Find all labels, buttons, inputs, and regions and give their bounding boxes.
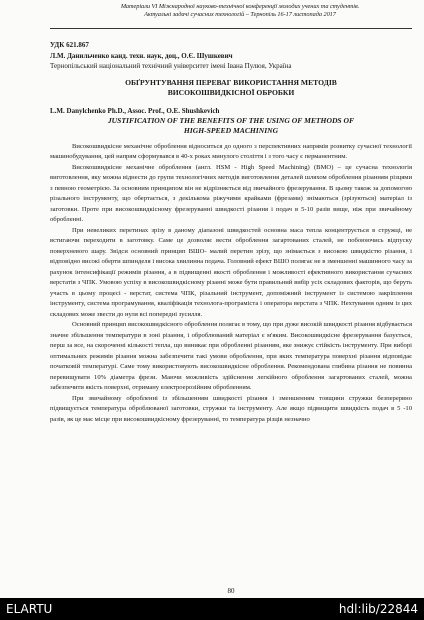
running-header	[70, 3, 410, 19]
title-en-line1: JUSTIFICATION OF THE BENEFITS OF THE USING OF METHODS OF	[107, 115, 355, 125]
footer-handle[interactable]: hdl:lib/22844	[338, 602, 418, 616]
page-number: 80	[227, 587, 235, 595]
authors-ua: Л.М. Данильченко канд. техн. наук, доц., О.Є. Шушкевич	[50, 51, 233, 60]
article-body	[50, 40, 412, 425]
paragraph: Високошвидкісне механічне оброблення (англ. HSM - High Speed Machining) (ВМО) – це сучасна технологія виготовлення, яку можна віднести до групи технологічних методів виготовлення деталей шляхом оброблення різанням різцями з певною геометрією. За основним принципом він не відрізняється від звичайного фрезерування. В цьому також за допомогою різального інструменту, що обертається, з декількома ріжучими крайками (фрезами) знімаються (зрізуються) матеріал із заготовки. Проте при високошвидкісному фрезеруванні швидкості різання і подач в 5-10 разів вище, ніж при звичайному обробленні.	[50, 163, 412, 223]
authors-en: L.M. Danylchenko Ph.D., Assoc. Prof., O.E. Shushkevich	[50, 106, 220, 115]
title-ua-line2: ВИСОКОШВИДКІСНОЇ ОБРОБКИ	[167, 87, 295, 97]
paragraph: При невеликих перетинах зрізу в даному діапазоні швидкостей основна маса тепла концентрується в стружці, не встигаючи переходити в заготовку. Саме це дозволяє вести оброблення загартованих сталей, не побоюючись відпуску поверхневого шару. Звідси основний принцип ВШО- малий перетин зрізу, що знімається з високою швидкістю різання, і відповідно високі оберти шпинделя і висока хвилинна подача. Головний ефект ВШО полягає не в зменшенні машинного часу за рахунок інтенсифікації режимів різання, а в підвищенні якості оброблення і можливості ефективного використання сучасних верстатів з ЧПК. Умовою успіху в високошвидкісному різанні може бути правильний вибір усіх складових факторів, що беруть участь в цьому процесі - верстат, система ЧПК, різальний інструмент, допоміжний інструмент із системою закріплення інструменту, система програмування, кваліфікація технолога-програміста і оператора верстата з ЧПК. Нехтування одним із цих складових може звести до нуля всі попередні зусилля.	[50, 226, 412, 318]
paragraph: Високошвидкісне механічне оброблення відноситься до одного з перспективних напрямів розвитку сучасної технології машинобудування, цей напрям сформувався в 40-х роках минулого століття і з того часу є перманентним.	[50, 142, 412, 160]
title-ua	[50, 78, 412, 98]
running-header-line1: Матеріали VI Міжнародної науково-технічної конференції молодих учених та студентів.	[120, 3, 360, 10]
affiliation: Тернопільський національний технічний університет імені Івана Пулюя, Україна	[50, 62, 292, 70]
title-en	[50, 116, 412, 136]
title-en-line2: HIGH-SPEED MACHINING	[183, 125, 279, 135]
udk-code: УДК 621.867	[50, 41, 89, 49]
title-ua-line1: ОБҐРУНТУВАННЯ ПЕРЕВАГ ВИКОРИСТАННЯ МЕТОДІВ	[125, 77, 337, 87]
footer-left-label: ELARTU	[6, 602, 53, 616]
paragraph: Основний принцип високошвидкісного оброблення полягає в тому, що при дуже високій швидкості різання відбувається значне збільшення температури в зоні різання, і оброблюваний матеріал є м'яким. Високошвидкісне фрезерування базується, перш за все, на скороченні кількості тепла, що виникає при обробленні різанням, яке знижує стійкість інструменту. При виборі оптимальних режимів різання можна забезпечити такі умови оброблення, при яких температура поверхні різання відповідає початковій температурі. Саме тому використовують високошвидкісне оброблення. Рекомендована глибина різання не повинна перевищувати 10% діаметра фрези. Маючи можливість здійснення легкійного оброблення загартованих сталей, можна забезпечити якість поверхні, отриману електроерозійним обробленням.	[50, 321, 412, 391]
repository-footer	[0, 598, 424, 620]
paragraph: При звичайному обробленні із збільшенням швидкості різання і зменшенням товщини стружки безперервно підвищується температура оброблюваної заготовки, стружки та інструменту. Але якщо підвищити швидкість подач в 5 -10 разів, як це має місце при високошвидкісному фрезеруванні, то температура різців незначно	[50, 394, 412, 423]
running-header-line2: Актуальні задачі сучасних технологій – Тернопіль 16-17 листопада 2017	[144, 11, 336, 18]
header-divider	[50, 28, 412, 29]
